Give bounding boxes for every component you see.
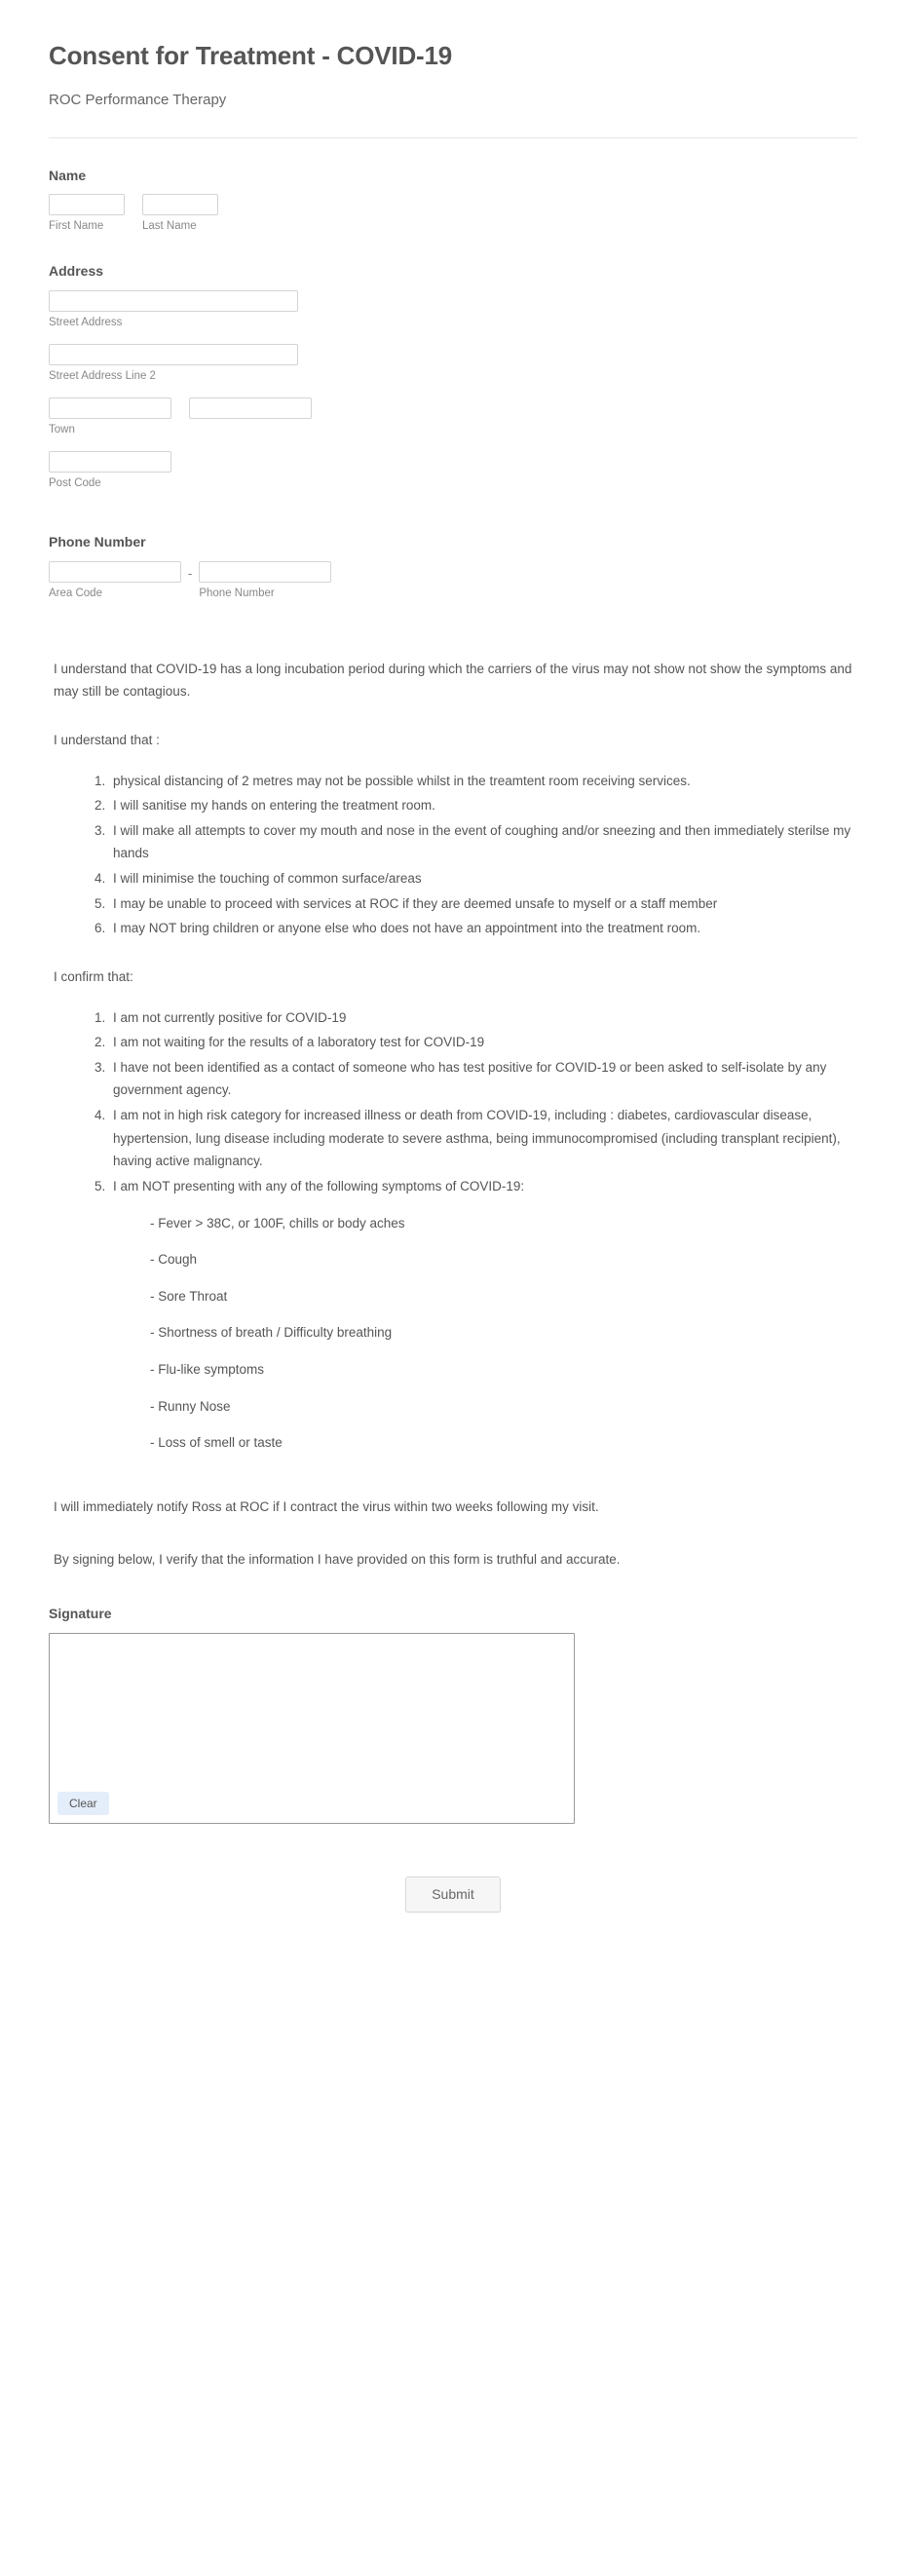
list-item: - Cough (150, 1252, 198, 1268)
first-name-col (49, 194, 125, 234)
phone-number-col (199, 561, 331, 601)
first-name-input[interactable] (49, 194, 125, 215)
symptoms-intro: I am NOT presenting with any of the following symptoms of COVID-19: (113, 1178, 525, 1193)
phone-separator: - (188, 565, 193, 581)
list-item: - Shortness of breath / Difficulty breathing (150, 1325, 393, 1341)
street-address-sublabel: Street Address (49, 317, 123, 329)
postcode-sublabel: Post Code (49, 477, 101, 490)
list-item: - Runny Nose (150, 1398, 231, 1414)
phone-input-row (49, 561, 857, 601)
submit-button[interactable]: Submit (405, 1876, 501, 1913)
street-address-2-col (49, 344, 857, 384)
list-item: - Loss of smell or taste (150, 1435, 283, 1451)
signature-label: Signature (49, 1606, 112, 1622)
name-input-row (49, 194, 857, 234)
form-subtitle: ROC Performance Therapy (49, 92, 227, 109)
list-item: 1. physical distancing of 2 metres may not be possible whilst in the treamtent room receiving services. (109, 770, 857, 793)
field-name (49, 168, 857, 235)
town-sublabel: Town (49, 424, 75, 436)
closing-statements (0, 1496, 906, 1571)
confirm-heading: I confirm that: (54, 968, 133, 984)
list-item: 4. I will minimise the touching of common surface/areas (109, 867, 857, 890)
street-address-input[interactable] (49, 290, 298, 312)
street-address-col (49, 290, 857, 330)
last-name-col (142, 194, 218, 234)
page-title: Consent for Treatment - COVID-19 (49, 41, 452, 70)
form-header (0, 0, 906, 110)
list-item: 5. I may be unable to proceed with services at ROC if they are deemed unsafe to myself or a staff member (109, 892, 857, 916)
postcode-col (49, 451, 857, 491)
list-item: - Flu-like symptoms (150, 1362, 265, 1378)
last-name-input[interactable] (142, 194, 218, 215)
form-fields (0, 168, 906, 601)
town-input[interactable] (49, 398, 171, 419)
field-signature (0, 1606, 906, 1824)
county-col (189, 398, 312, 423)
list-item: - Sore Throat (150, 1288, 228, 1304)
signature-canvas[interactable] (49, 1633, 575, 1824)
confirm-list (49, 1006, 857, 1455)
address-label: Address (49, 263, 104, 280)
list-item: 2. I will sanitise my hands on entering the treatment room. (109, 794, 857, 817)
list-item: 3. I have not been identified as a contact of someone who has test positive for COVID-19 or been asked to self-isolate by any government agency. (109, 1056, 857, 1102)
field-phone (49, 534, 857, 601)
clear-signature-button[interactable]: Clear (57, 1792, 109, 1815)
notify-paragraph: I will immediately notify Ross at ROC if I contract the virus within two weeks following my visit. (54, 1498, 599, 1514)
symptom-list (113, 1212, 857, 1455)
list-item: 1. I am not currently positive for COVID-19 (109, 1006, 857, 1030)
verify-paragraph: By signing below, I verify that the information I have provided on this form is truthful and accurate. (54, 1551, 621, 1567)
list-item: 4. I am not in high risk category for increased illness or death from COVID-19, including : diabetes, cardiovascular disease, hypertension, lung disease including moderate to severe asthma, being immunocompromised (including transplant recipient), having active malignancy. (109, 1104, 857, 1173)
street-address-2-input[interactable] (49, 344, 298, 365)
consent-text-section (0, 658, 906, 1455)
name-label: Name (49, 167, 87, 183)
phone-label: Phone Number (49, 533, 146, 549)
area-code-input[interactable] (49, 561, 181, 583)
submit-row (0, 1876, 906, 1971)
area-code-col (49, 561, 181, 601)
phone-number-input[interactable] (199, 561, 331, 583)
first-name-sublabel: First Name (49, 220, 104, 233)
list-item (109, 1175, 857, 1455)
postcode-input[interactable] (49, 451, 171, 473)
list-item: 2. I am not waiting for the results of a laboratory test for COVID-19 (109, 1031, 857, 1054)
list-item: 6. I may NOT bring children or anyone else who does not have an appointment into the treatment room. (109, 917, 857, 940)
header-divider (49, 137, 857, 138)
consent-intro-paragraph: I understand that COVID-19 has a long incubation period during which the carriers of the virus may not show not show the symptoms and may still be contagious. (54, 661, 852, 700)
last-name-sublabel: Last Name (142, 220, 197, 233)
town-county-row (49, 398, 857, 437)
county-input[interactable] (189, 398, 312, 419)
understand-list (49, 770, 857, 940)
phone-number-sublabel: Phone Number (199, 587, 275, 599)
list-item: 3. I will make all attempts to cover my mouth and nose in the event of coughing and/or sneezing and then immediately sterilse my hands (109, 819, 857, 865)
street-address-2-sublabel: Street Address Line 2 (49, 370, 156, 383)
field-address (49, 263, 857, 491)
list-item: - Fever > 38C, or 100F, chills or body aches (150, 1215, 405, 1231)
area-code-sublabel: Area Code (49, 587, 102, 599)
town-col (49, 398, 171, 437)
understand-heading: I understand that : (54, 732, 160, 747)
